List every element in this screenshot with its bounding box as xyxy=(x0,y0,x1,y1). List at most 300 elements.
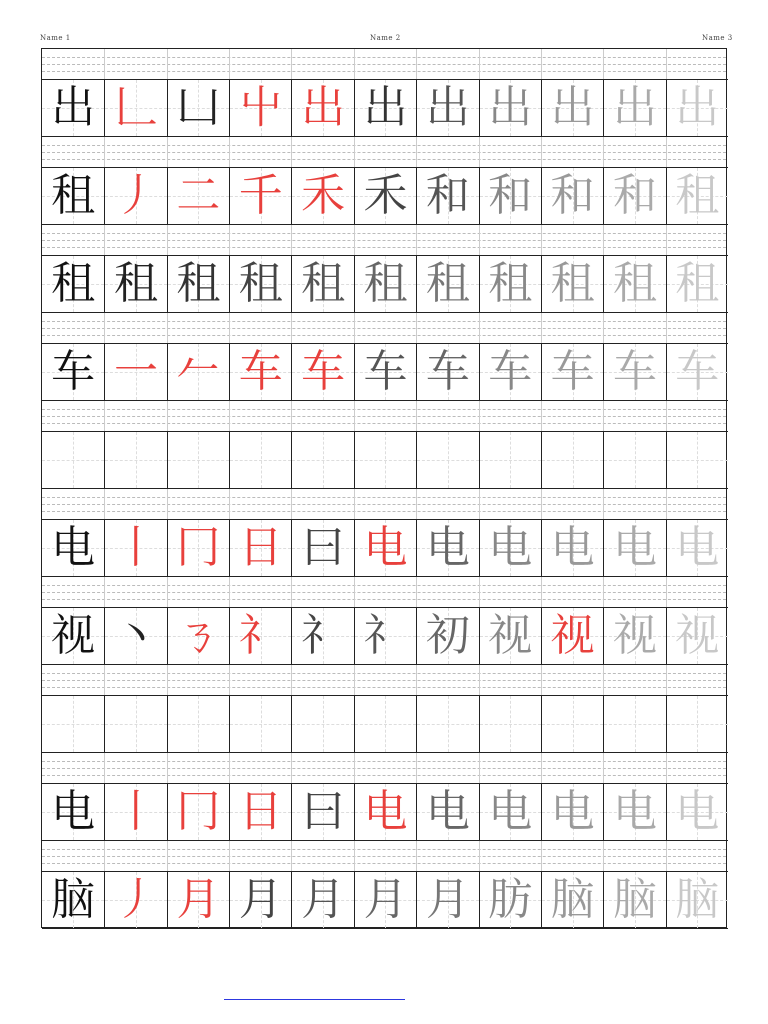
stroke-step-character: 脑 xyxy=(550,874,595,925)
guide-column-line xyxy=(666,49,667,79)
guide-line xyxy=(42,409,726,410)
guide-column-line xyxy=(416,577,417,607)
practice-cell xyxy=(229,431,291,489)
guide-column-line xyxy=(354,49,355,79)
stroke-step-character: 电 xyxy=(612,786,657,837)
guide-column-line xyxy=(416,665,417,695)
practice-cell xyxy=(229,783,291,841)
stroke-step-character: 冂 xyxy=(176,522,221,573)
practice-cell xyxy=(291,695,353,753)
stroke-step-character: 和 xyxy=(425,170,470,221)
character-row xyxy=(42,519,726,577)
practice-cell xyxy=(541,783,603,841)
practice-cell xyxy=(416,255,478,313)
guide-band xyxy=(42,225,726,255)
guide-column-line xyxy=(416,489,417,519)
guide-line xyxy=(42,416,726,417)
model-cell xyxy=(42,255,104,313)
stroke-step-character: 车 xyxy=(488,346,533,397)
practice-cell xyxy=(167,519,229,577)
practice-cell xyxy=(167,431,229,489)
guide-column-line xyxy=(291,401,292,431)
practice-cell xyxy=(291,79,353,137)
stroke-step-character: 租 xyxy=(238,258,283,309)
guide-column-line xyxy=(603,313,604,343)
guide-line xyxy=(42,152,726,153)
practice-cell xyxy=(541,695,603,753)
stroke-step-character xyxy=(292,696,353,752)
guide-band xyxy=(42,665,726,695)
guide-band xyxy=(42,49,726,79)
practice-cell xyxy=(167,343,229,401)
guide-column-line xyxy=(229,313,230,343)
practice-cell xyxy=(104,607,166,665)
guide-line xyxy=(42,680,726,681)
model-character: 视 xyxy=(51,610,96,661)
stroke-step-character: 租 xyxy=(612,258,657,309)
guide-band xyxy=(42,841,726,871)
practice-cell xyxy=(541,255,603,313)
model-cell xyxy=(42,695,104,753)
guide-column-line xyxy=(541,577,542,607)
stroke-step-character: 禾 xyxy=(363,170,408,221)
stroke-step-character xyxy=(480,696,541,752)
stroke-step-character: 电 xyxy=(675,786,720,837)
stroke-step-character: 出 xyxy=(301,82,346,133)
guide-column-line xyxy=(541,401,542,431)
practice-cell xyxy=(603,431,665,489)
character-row xyxy=(42,431,726,489)
stroke-step-character: 视 xyxy=(550,610,595,661)
character-row xyxy=(42,871,726,929)
stroke-step-character: 租 xyxy=(114,258,159,309)
stroke-step-character: 月 xyxy=(176,874,221,925)
stroke-step-character: 电 xyxy=(550,522,595,573)
guide-band xyxy=(42,137,726,167)
practice-cell xyxy=(541,79,603,137)
guide-column-line xyxy=(479,401,480,431)
practice-cell xyxy=(104,79,166,137)
guide-line xyxy=(42,145,726,146)
practice-cell xyxy=(416,79,478,137)
practice-cell xyxy=(416,783,478,841)
guide-column-line xyxy=(354,841,355,871)
practice-cell xyxy=(229,607,291,665)
guide-column-line xyxy=(167,665,168,695)
guide-column-line xyxy=(229,841,230,871)
guide-column-line xyxy=(167,225,168,255)
practice-cell xyxy=(104,167,166,225)
model-cell xyxy=(42,607,104,665)
stroke-step-character xyxy=(417,432,478,488)
stroke-step-character: 脑 xyxy=(612,874,657,925)
practice-cell xyxy=(541,167,603,225)
stroke-step-character: 电 xyxy=(612,522,657,573)
practice-cell xyxy=(291,783,353,841)
guide-column-line xyxy=(666,577,667,607)
stroke-step-character: 二 xyxy=(176,170,221,221)
stroke-step-character: 电 xyxy=(550,786,595,837)
stroke-step-character: 𠂉 xyxy=(176,346,221,397)
guide-column-line xyxy=(479,225,480,255)
stroke-step-character: 禾 xyxy=(301,170,346,221)
stroke-step-character: 出 xyxy=(550,82,595,133)
guide-column-line xyxy=(291,753,292,783)
stroke-step-character: 曰 xyxy=(301,786,346,837)
stroke-step-character: 丶 xyxy=(114,610,159,661)
practice-cell xyxy=(229,871,291,929)
model-character: 租 xyxy=(51,258,96,309)
guide-column-line xyxy=(104,137,105,167)
guide-column-line xyxy=(229,489,230,519)
guide-line xyxy=(42,849,726,850)
guide-column-line xyxy=(666,137,667,167)
stroke-step-character xyxy=(355,696,416,752)
practice-cell xyxy=(291,167,353,225)
practice-cell xyxy=(416,871,478,929)
guide-column-line xyxy=(167,489,168,519)
guide-line xyxy=(42,673,726,674)
guide-column-line xyxy=(229,577,230,607)
stroke-step-character: 车 xyxy=(425,346,470,397)
practice-cell xyxy=(354,519,416,577)
stroke-step-character: 礻 xyxy=(238,610,283,661)
model-cell xyxy=(42,431,104,489)
guide-column-line xyxy=(291,225,292,255)
character-row xyxy=(42,167,726,225)
practice-cell xyxy=(229,255,291,313)
stroke-step-character xyxy=(168,696,229,752)
practice-cell xyxy=(354,871,416,929)
character-row xyxy=(42,343,726,401)
guide-column-line xyxy=(354,313,355,343)
model-character xyxy=(42,696,104,752)
practice-cell xyxy=(167,783,229,841)
model-character: 脑 xyxy=(51,874,96,925)
practice-cell xyxy=(167,79,229,137)
practice-cell xyxy=(416,167,478,225)
guide-column-line xyxy=(167,313,168,343)
practice-cell xyxy=(167,695,229,753)
practice-cell xyxy=(479,79,541,137)
guide-column-line xyxy=(104,49,105,79)
practice-cell xyxy=(416,607,478,665)
practice-cell xyxy=(603,871,665,929)
practice-cell xyxy=(541,431,603,489)
practice-cell xyxy=(603,519,665,577)
practice-cell xyxy=(416,431,478,489)
guide-line xyxy=(42,497,726,498)
practice-cell xyxy=(666,695,728,753)
stroke-step-character: 电 xyxy=(488,522,533,573)
stroke-step-character: 视 xyxy=(488,610,533,661)
guide-column-line xyxy=(416,753,417,783)
practice-cell xyxy=(541,519,603,577)
stroke-step-character: 出 xyxy=(675,82,720,133)
stroke-step-character xyxy=(480,432,541,488)
guide-band xyxy=(42,489,726,519)
stroke-step-character: 曰 xyxy=(301,522,346,573)
guide-column-line xyxy=(479,841,480,871)
guide-line xyxy=(42,57,726,58)
guide-column-line xyxy=(416,225,417,255)
guide-column-line xyxy=(479,137,480,167)
guide-line xyxy=(42,240,726,241)
practice-cell xyxy=(229,343,291,401)
practice-cell xyxy=(479,695,541,753)
guide-column-line xyxy=(167,841,168,871)
guide-column-line xyxy=(666,401,667,431)
character-row xyxy=(42,255,726,313)
stroke-step-character: 出 xyxy=(612,82,657,133)
guide-column-line xyxy=(229,225,230,255)
guide-line xyxy=(42,768,726,769)
guide-line xyxy=(42,585,726,586)
guide-line xyxy=(42,64,726,65)
guide-column-line xyxy=(229,753,230,783)
stroke-step-character xyxy=(105,696,166,752)
stroke-step-character: 车 xyxy=(301,346,346,397)
practice-cell xyxy=(666,783,728,841)
stroke-step-character: 丨 xyxy=(114,786,159,837)
stroke-step-character: 租 xyxy=(301,258,346,309)
stroke-step-character: 电 xyxy=(675,522,720,573)
practice-cell xyxy=(104,255,166,313)
model-character: 电 xyxy=(51,522,96,573)
practice-cell xyxy=(104,519,166,577)
guide-column-line xyxy=(541,489,542,519)
stroke-step-character: 电 xyxy=(363,786,408,837)
character-row xyxy=(42,79,726,137)
stroke-step-character: 屮 xyxy=(238,82,283,133)
guide-column-line xyxy=(291,577,292,607)
practice-cell xyxy=(291,871,353,929)
stroke-step-character xyxy=(230,432,291,488)
character-row xyxy=(42,607,726,665)
practice-cell xyxy=(541,343,603,401)
guide-column-line xyxy=(167,137,168,167)
guide-column-line xyxy=(104,225,105,255)
practice-cell xyxy=(229,519,291,577)
guide-column-line xyxy=(416,841,417,871)
stroke-step-character: 视 xyxy=(612,610,657,661)
practice-cell xyxy=(229,79,291,137)
stroke-step-character: 冂 xyxy=(176,786,221,837)
model-character: 车 xyxy=(51,346,96,397)
stroke-step-character xyxy=(542,696,603,752)
practice-cell xyxy=(479,343,541,401)
guide-column-line xyxy=(541,137,542,167)
stroke-step-character: 月 xyxy=(363,874,408,925)
practice-cell xyxy=(416,343,478,401)
header-name-3: Name 3 xyxy=(702,34,733,42)
stroke-step-character: 车 xyxy=(238,346,283,397)
header-name-1: Name 1 xyxy=(40,34,71,42)
guide-column-line xyxy=(104,401,105,431)
stroke-step-character xyxy=(292,432,353,488)
practice-cell xyxy=(167,255,229,313)
header-name-2: Name 2 xyxy=(370,34,401,42)
stroke-step-character: 出 xyxy=(488,82,533,133)
guide-column-line xyxy=(541,49,542,79)
stroke-step-character: 租 xyxy=(675,258,720,309)
guide-column-line xyxy=(603,489,604,519)
guide-column-line xyxy=(104,841,105,871)
guide-line xyxy=(42,511,726,512)
guide-column-line xyxy=(354,753,355,783)
model-cell xyxy=(42,79,104,137)
stroke-step-character: 日 xyxy=(238,786,283,837)
guide-line xyxy=(42,335,726,336)
stroke-step-character xyxy=(105,432,166,488)
character-row xyxy=(42,695,726,753)
guide-column-line xyxy=(291,137,292,167)
stroke-step-character xyxy=(604,696,665,752)
practice-cell xyxy=(167,607,229,665)
guide-column-line xyxy=(479,577,480,607)
stroke-step-character: 电 xyxy=(425,522,470,573)
practice-cell xyxy=(291,607,353,665)
guide-column-line xyxy=(354,137,355,167)
practice-cell xyxy=(603,167,665,225)
model-cell xyxy=(42,783,104,841)
guide-column-line xyxy=(167,49,168,79)
model-cell xyxy=(42,343,104,401)
model-cell xyxy=(42,167,104,225)
model-character xyxy=(42,432,104,488)
practice-cell xyxy=(291,255,353,313)
stroke-step-character: 日 xyxy=(238,522,283,573)
guide-line xyxy=(42,233,726,234)
practice-cell xyxy=(479,871,541,929)
practice-cell xyxy=(291,431,353,489)
guide-column-line xyxy=(354,489,355,519)
guide-column-line xyxy=(291,841,292,871)
guide-line xyxy=(42,504,726,505)
practice-cell xyxy=(167,167,229,225)
model-cell xyxy=(42,519,104,577)
footer-underline-link[interactable] xyxy=(224,999,405,1000)
practice-cell xyxy=(603,783,665,841)
guide-column-line xyxy=(603,225,604,255)
stroke-step-character: 车 xyxy=(550,346,595,397)
stroke-step-character: 丿 xyxy=(114,874,159,925)
stroke-step-character xyxy=(168,432,229,488)
guide-column-line xyxy=(229,137,230,167)
practice-cell xyxy=(541,607,603,665)
stroke-step-character: 初 xyxy=(425,610,470,661)
guide-column-line xyxy=(416,313,417,343)
practice-grid xyxy=(41,48,727,928)
guide-column-line xyxy=(167,577,168,607)
guide-column-line xyxy=(666,489,667,519)
stroke-step-character: 凵 xyxy=(176,82,221,133)
guide-column-line xyxy=(104,313,105,343)
practice-cell xyxy=(666,255,728,313)
guide-column-line xyxy=(416,49,417,79)
practice-cell xyxy=(479,783,541,841)
guide-column-line xyxy=(479,489,480,519)
stroke-step-character: 丨 xyxy=(114,522,159,573)
practice-cell xyxy=(479,167,541,225)
stroke-step-character: 一 xyxy=(114,346,159,397)
stroke-step-character: 和 xyxy=(612,170,657,221)
practice-cell xyxy=(291,519,353,577)
stroke-step-character: 丿 xyxy=(114,170,159,221)
model-character: 租 xyxy=(51,170,96,221)
practice-cell xyxy=(666,79,728,137)
guide-column-line xyxy=(354,665,355,695)
guide-column-line xyxy=(603,49,604,79)
guide-column-line xyxy=(541,225,542,255)
stroke-step-character: 租 xyxy=(425,258,470,309)
practice-cell xyxy=(104,783,166,841)
guide-column-line xyxy=(603,137,604,167)
stroke-step-character: 千 xyxy=(238,170,283,221)
practice-cell xyxy=(666,519,728,577)
stroke-step-character: 𠃊 xyxy=(114,82,159,133)
stroke-step-character xyxy=(604,432,665,488)
guide-column-line xyxy=(479,753,480,783)
guide-line xyxy=(42,863,726,864)
guide-column-line xyxy=(229,49,230,79)
guide-band xyxy=(42,313,726,343)
guide-line xyxy=(42,71,726,72)
practice-cell xyxy=(666,343,728,401)
stroke-step-character: ㄋ xyxy=(176,610,221,661)
practice-cell xyxy=(479,255,541,313)
practice-cell xyxy=(666,167,728,225)
stroke-step-character: 脑 xyxy=(675,874,720,925)
guide-column-line xyxy=(541,665,542,695)
guide-line xyxy=(42,856,726,857)
guide-column-line xyxy=(291,313,292,343)
guide-column-line xyxy=(479,313,480,343)
guide-line xyxy=(42,247,726,248)
stroke-step-character: 车 xyxy=(612,346,657,397)
stroke-step-character: 和 xyxy=(550,170,595,221)
practice-cell xyxy=(354,255,416,313)
practice-cell xyxy=(354,695,416,753)
stroke-step-character: 月 xyxy=(238,874,283,925)
character-row xyxy=(42,783,726,841)
guide-column-line xyxy=(354,225,355,255)
practice-cell xyxy=(354,79,416,137)
practice-cell xyxy=(666,431,728,489)
model-character: 电 xyxy=(51,786,96,837)
guide-column-line xyxy=(479,49,480,79)
practice-cell xyxy=(354,607,416,665)
guide-column-line xyxy=(603,401,604,431)
stroke-step-character: 礻 xyxy=(301,610,346,661)
guide-column-line xyxy=(104,489,105,519)
guide-column-line xyxy=(666,665,667,695)
practice-cell xyxy=(354,167,416,225)
guide-column-line xyxy=(229,665,230,695)
stroke-step-character: 出 xyxy=(425,82,470,133)
guide-column-line xyxy=(479,665,480,695)
practice-cell xyxy=(291,343,353,401)
practice-cell xyxy=(603,255,665,313)
guide-column-line xyxy=(354,577,355,607)
stroke-step-character: 租 xyxy=(550,258,595,309)
practice-cell xyxy=(167,871,229,929)
guide-line xyxy=(42,592,726,593)
practice-cell xyxy=(541,871,603,929)
stroke-step-character xyxy=(355,432,416,488)
guide-column-line xyxy=(104,753,105,783)
stroke-step-character xyxy=(542,432,603,488)
